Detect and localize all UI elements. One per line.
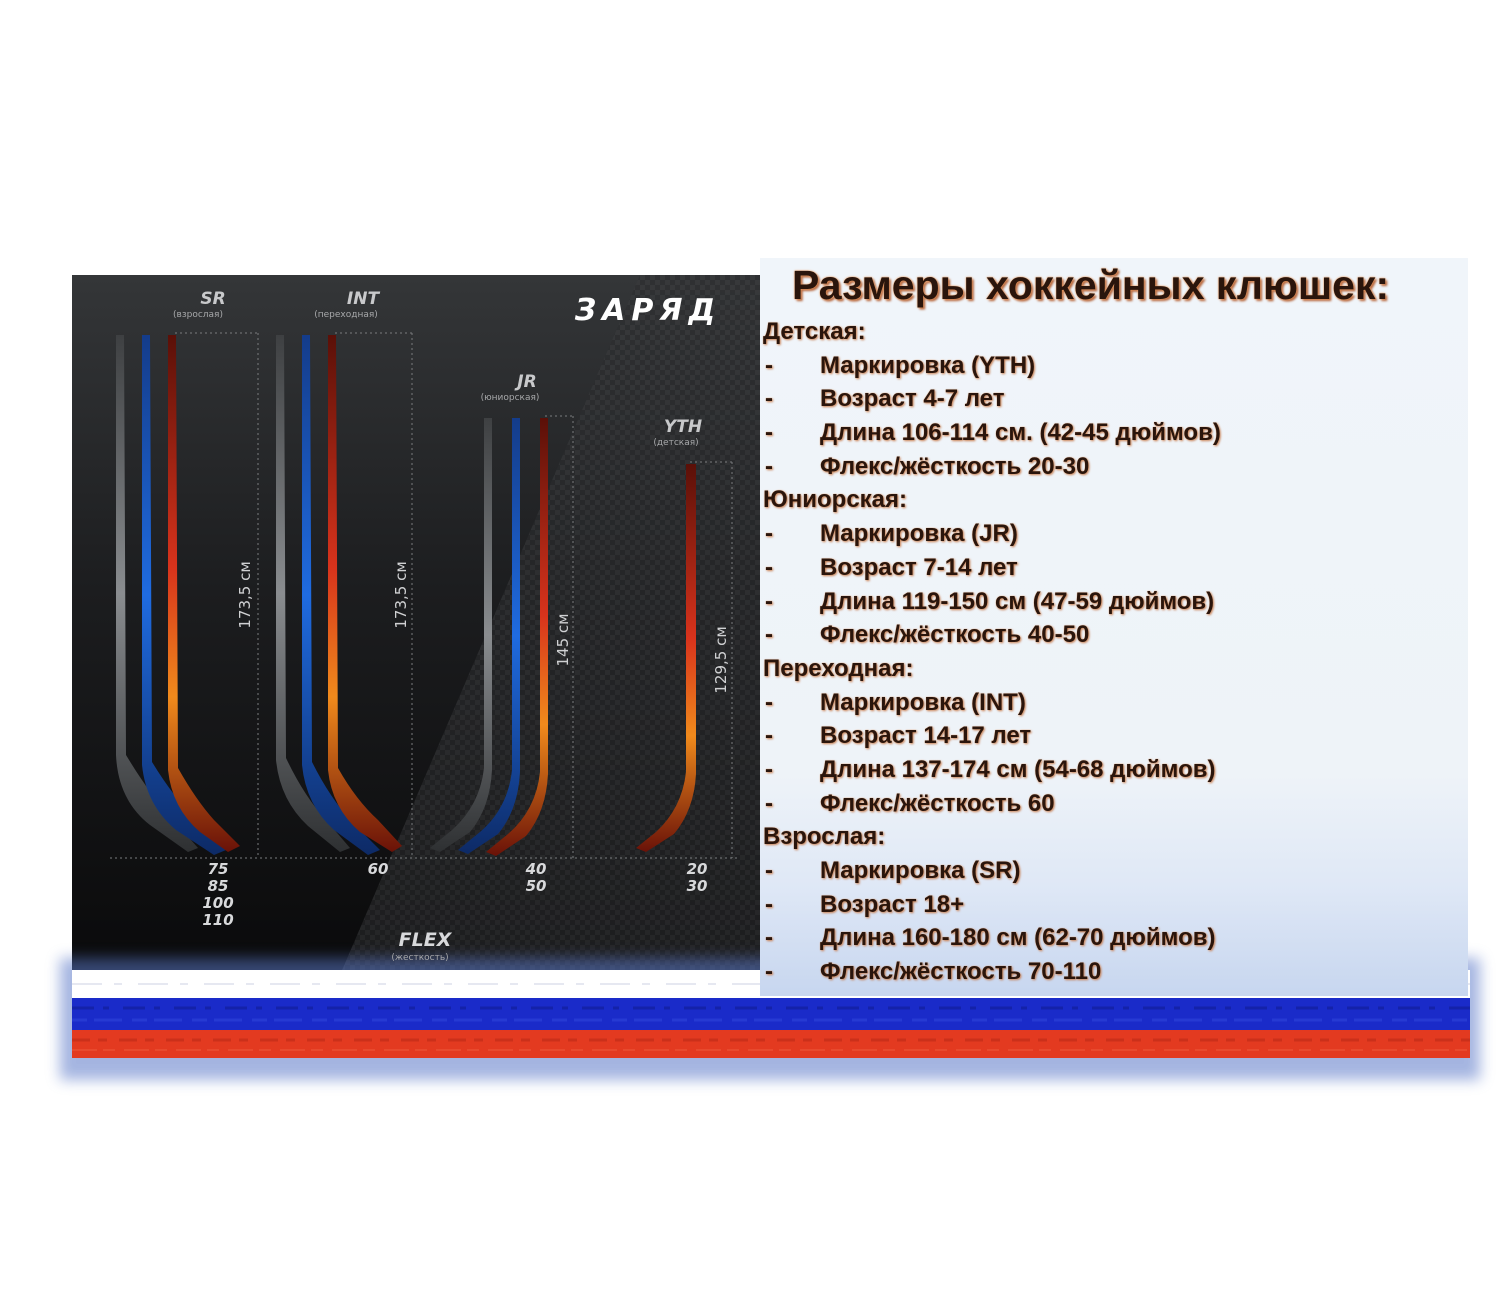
brand-logo [574, 293, 721, 328]
spec-item: - Маркировка (YTH) [765, 351, 1036, 379]
length-label-yth: 129,5 см [712, 626, 730, 694]
spec-item: - Флекс/жёсткость 60 [765, 789, 1055, 817]
category-code: SR [200, 289, 226, 309]
spec-list [763, 318, 1463, 992]
group-title: Взрослая: [763, 823, 886, 851]
category-name: (переходная) [314, 310, 378, 320]
group-title: Переходная: [763, 654, 914, 682]
group-title: Юниорская: [763, 486, 908, 514]
spec-item: - Длина 119-150 см (47-59 дюймов) [765, 587, 1215, 615]
category-code: JR [517, 372, 537, 392]
category-code: YTH [663, 417, 703, 437]
flex-value: 50 [525, 877, 547, 895]
spec-item: - Возраст 14-17 лет [765, 722, 1032, 750]
spec-group-junior [763, 486, 1463, 654]
category-name: (детская) [653, 438, 699, 448]
flex-value: 40 [525, 860, 547, 878]
flex-value: 85 [207, 877, 229, 895]
flex-value: 110 [202, 911, 234, 929]
spec-item: - Возраст 18+ [765, 890, 965, 918]
flex-label: FLEX [398, 929, 452, 951]
spec-item: - Длина 160-180 см (62-70 дюймов) [765, 924, 1216, 952]
category-code: INT [346, 289, 380, 309]
flex-value: 30 [686, 877, 708, 895]
spec-item: - Флекс/жёсткость 20-30 [765, 452, 1090, 480]
spec-group-intermediate [763, 655, 1463, 823]
spec-item: - Возраст 4-7 лет [765, 385, 1005, 413]
flex-caption [391, 929, 452, 963]
spec-item: - Маркировка (INT) [765, 688, 1026, 716]
spec-item: - Длина 137-174 см (54-68 дюймов) [765, 755, 1216, 783]
flex-value: 100 [202, 894, 234, 912]
spec-item: - Возраст 7-14 лет [765, 553, 1018, 581]
length-label-sr: 173,5 см [236, 561, 254, 629]
spec-item: - Флекс/жёсткость 70-110 [765, 958, 1102, 986]
spec-title: Размеры хоккейных клюшек: [792, 262, 1390, 308]
spec-item: - Маркировка (SR) [765, 857, 1021, 884]
category-name: (взрослая) [173, 310, 223, 320]
brand-logo-text: ЗАРЯД [574, 293, 722, 328]
flex-value: 75 [207, 860, 229, 878]
spec-item: - Длина 106-114 см. (42-45 дюймов) [765, 419, 1221, 447]
flex-value: 20 [686, 860, 708, 878]
flag-blue-stripe [72, 998, 1470, 1030]
spec-group-youth [763, 318, 1463, 486]
flex-value: 60 [367, 860, 389, 878]
flex-sublabel: (жесткость) [391, 953, 449, 963]
length-label-int: 173,5 см [392, 561, 410, 629]
length-label-jr: 145 см [554, 613, 572, 667]
group-title: Детская: [763, 318, 866, 345]
spec-group-senior [763, 823, 1463, 991]
spec-item: - Маркировка (JR) [765, 520, 1018, 548]
spec-item: - Флекс/жёсткость 40-50 [765, 621, 1090, 649]
category-name: (юниорская) [480, 393, 540, 403]
flag-red-stripe [72, 1030, 1470, 1058]
